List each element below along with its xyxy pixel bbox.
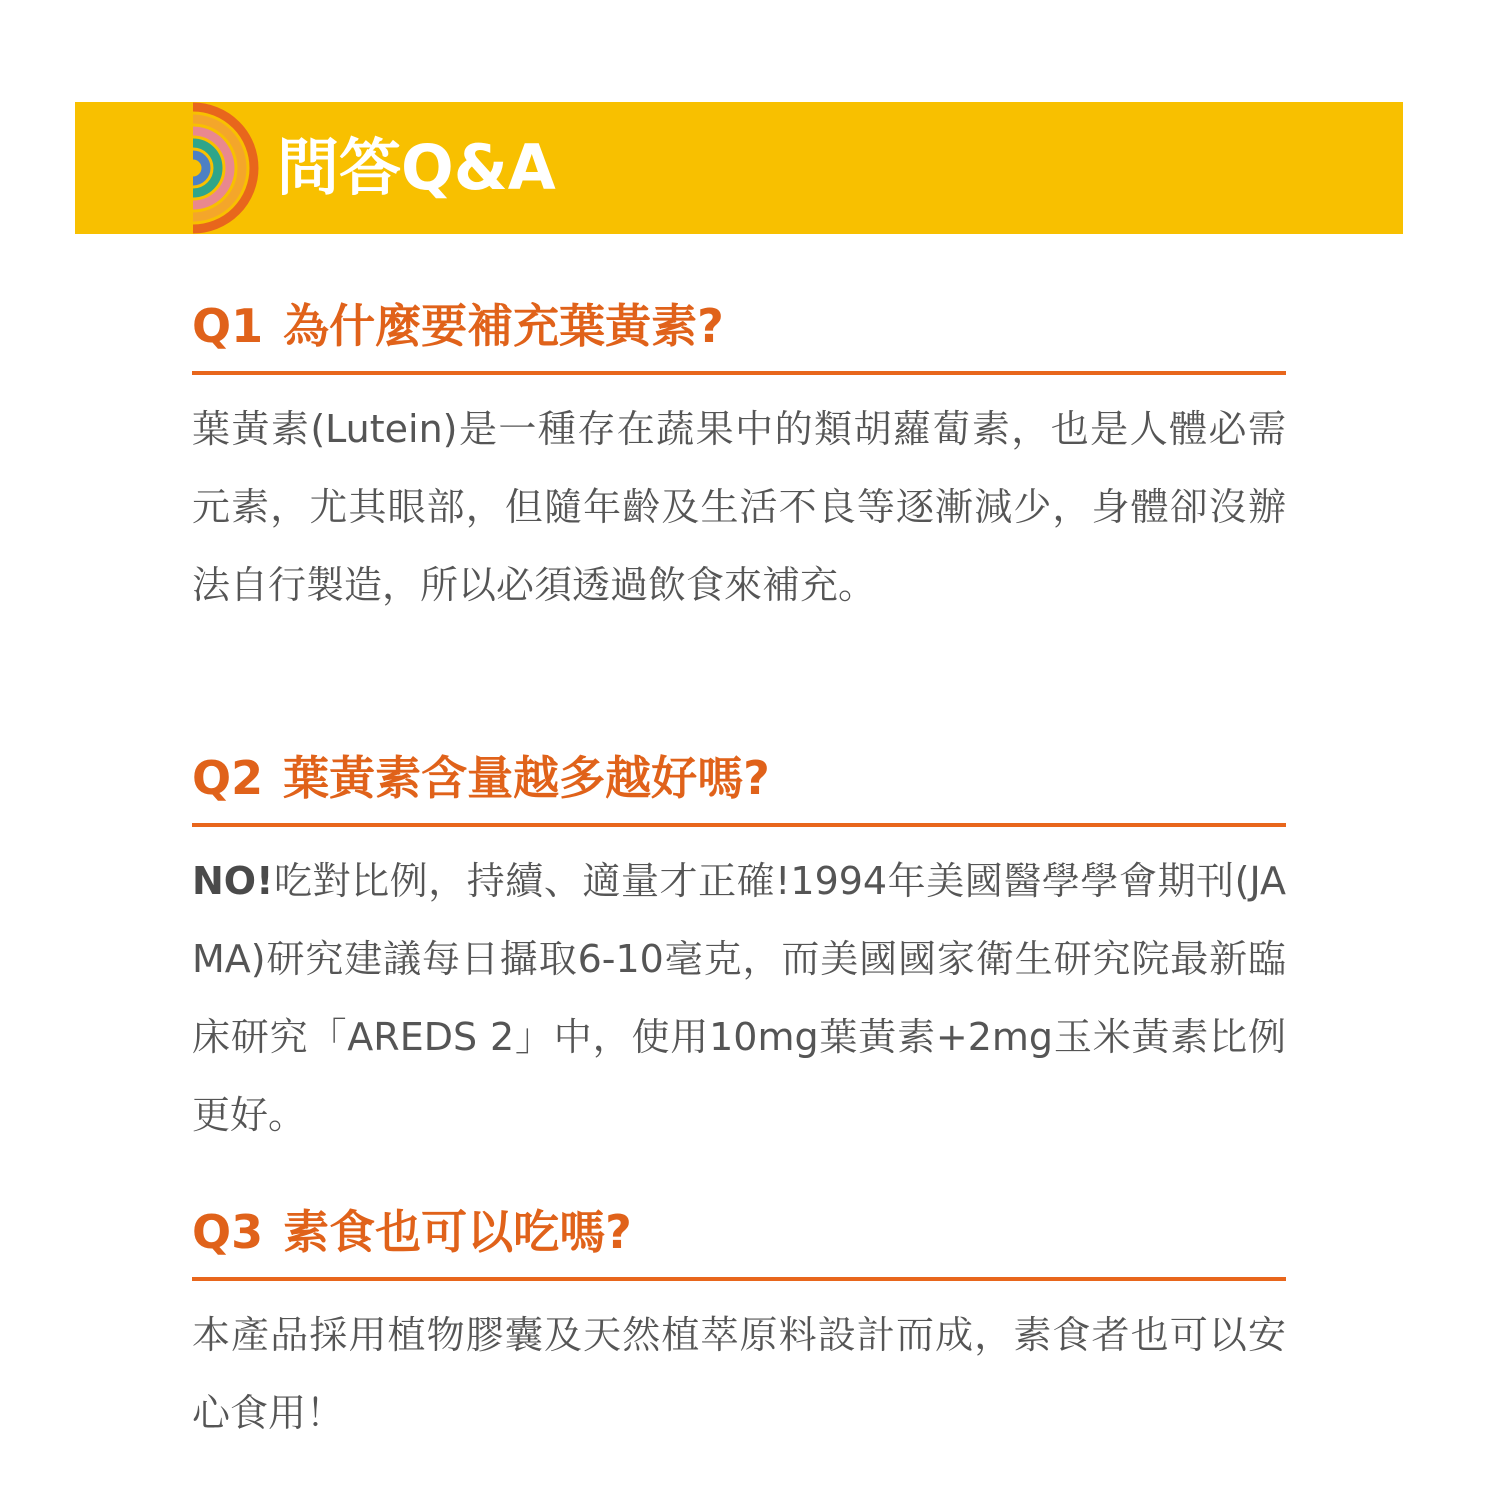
question-heading bbox=[192, 296, 1286, 356]
qa-item-q1 bbox=[192, 296, 1286, 624]
question-divider bbox=[192, 823, 1286, 827]
question-number: Q3 bbox=[192, 1205, 264, 1259]
qa-item-q2 bbox=[192, 748, 1286, 1154]
page-title: 問答Q&A bbox=[277, 131, 556, 204]
question-number: Q2 bbox=[192, 751, 264, 805]
question-text: 為什麼要補充葉黃素? bbox=[283, 299, 724, 353]
question-divider bbox=[192, 1277, 1286, 1281]
question-text: 素食也可以吃嗎? bbox=[283, 1205, 632, 1259]
question-divider bbox=[192, 371, 1286, 375]
question-text: 葉黃素含量越多越好嗎? bbox=[283, 751, 770, 805]
qa-item-q3 bbox=[192, 1202, 1286, 1452]
question-number: Q1 bbox=[192, 299, 264, 353]
answer-lead: NO! bbox=[192, 859, 274, 903]
answer-paragraph bbox=[192, 842, 1286, 1154]
answer-text: 葉黃素(Lutein)是一種存在蔬果中的類胡蘿蔔素，也是人體必需元素，尤其眼部，但隨年齡及生活不良等逐漸減少，身體卻沒辦法自行製造，所以必須透過飲食來補充。 bbox=[192, 407, 1286, 607]
question-heading bbox=[192, 1202, 1286, 1262]
qa-header-banner bbox=[75, 102, 1403, 234]
question-heading bbox=[192, 748, 1286, 808]
answer-text: 本產品採用植物膠囊及天然植萃原料設計而成，素食者也可以安心食用！ bbox=[192, 1313, 1286, 1435]
answer-text: 吃對比例，持續、適量才正確!1994年美國醫學學會期刊(JAMA)研究建議每日攝取6-10毫克，而美國國家衛生研究院最新臨床研究「AREDS 2」中，使用10mg葉黃素+2mg玉米黃素比例更好。 bbox=[192, 859, 1286, 1137]
rainbow-arc-icon bbox=[193, 102, 263, 234]
